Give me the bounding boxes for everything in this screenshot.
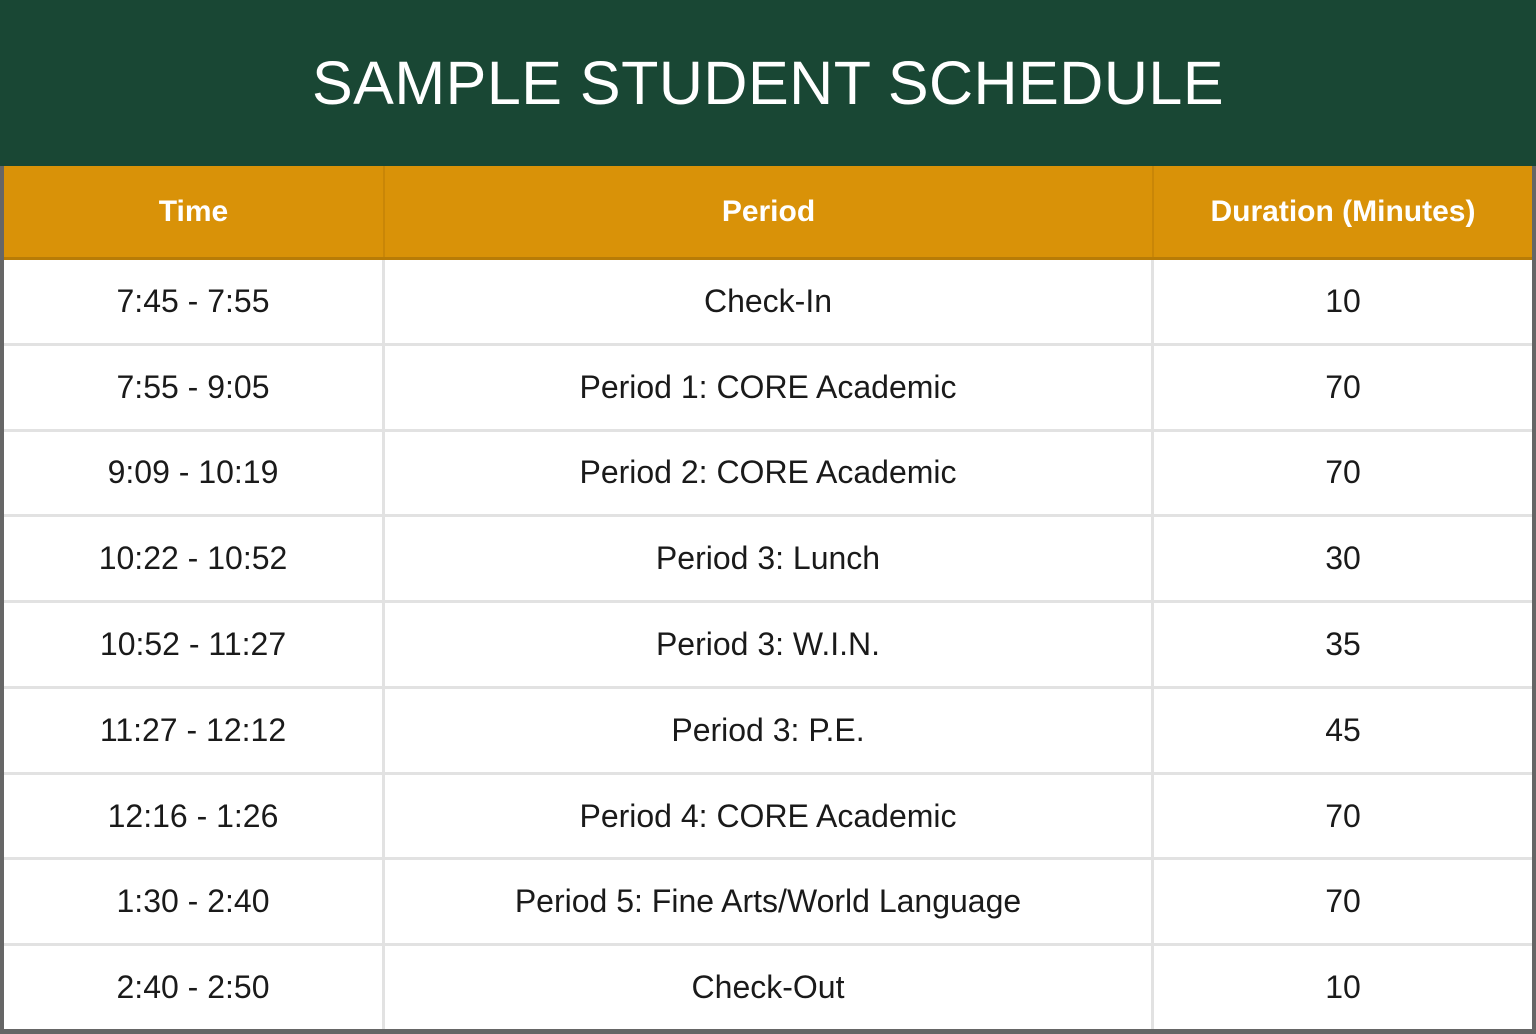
cell-duration: 45 [1325,711,1361,748]
cell-duration: 10 [1325,282,1361,319]
cell-duration: 70 [1325,454,1361,491]
cell-time: 11:27 - 12:12 [4,689,385,772]
table-row [4,346,1532,432]
cell-time: 10:52 - 11:27 [4,603,385,686]
column-header-duration: Duration (Minutes) [1210,194,1476,228]
cell-duration: 10 [1325,969,1361,1006]
cell-time: 7:45 - 7:55 [4,260,385,343]
cell-time: 7:55 - 9:05 [4,346,385,429]
table-row [4,775,1532,861]
schedule-table [0,166,1536,1034]
cell-duration: 35 [1325,626,1361,663]
cell-period: Period 4: CORE Academic [385,775,1154,858]
table-row [4,432,1532,518]
cell-duration: 70 [1325,883,1361,920]
table-row [4,689,1532,775]
cell-time: 10:22 - 10:52 [4,517,385,600]
cell-period: Period 3: P.E. [385,689,1154,772]
cell-period: Check-In [385,260,1154,343]
cell-period: Period 3: Lunch [385,517,1154,600]
table-row [4,603,1532,689]
cell-duration: 30 [1325,540,1361,577]
cell-period: Period 5: Fine Arts/World Language [385,860,1154,943]
cell-duration: 70 [1325,797,1361,834]
table-row [4,517,1532,603]
table-row [4,860,1532,946]
table-row [4,946,1532,1029]
cell-period: Period 1: CORE Academic [385,346,1154,429]
cell-period: Period 2: CORE Academic [385,432,1154,515]
cell-period: Period 3: W.I.N. [385,603,1154,686]
table-header-row [4,166,1532,260]
table-row [4,260,1532,346]
page-title: SAMPLE STUDENT SCHEDULE [311,48,1225,117]
cell-time: 1:30 - 2:40 [4,860,385,943]
title-banner [0,0,1536,166]
cell-duration: 70 [1325,368,1361,405]
cell-time: 9:09 - 10:19 [4,432,385,515]
cell-time: 12:16 - 1:26 [4,775,385,858]
cell-period: Check-Out [385,946,1154,1029]
cell-time: 2:40 - 2:50 [4,946,385,1029]
column-header-time: Time [4,166,385,257]
column-header-period: Period [385,166,1154,257]
